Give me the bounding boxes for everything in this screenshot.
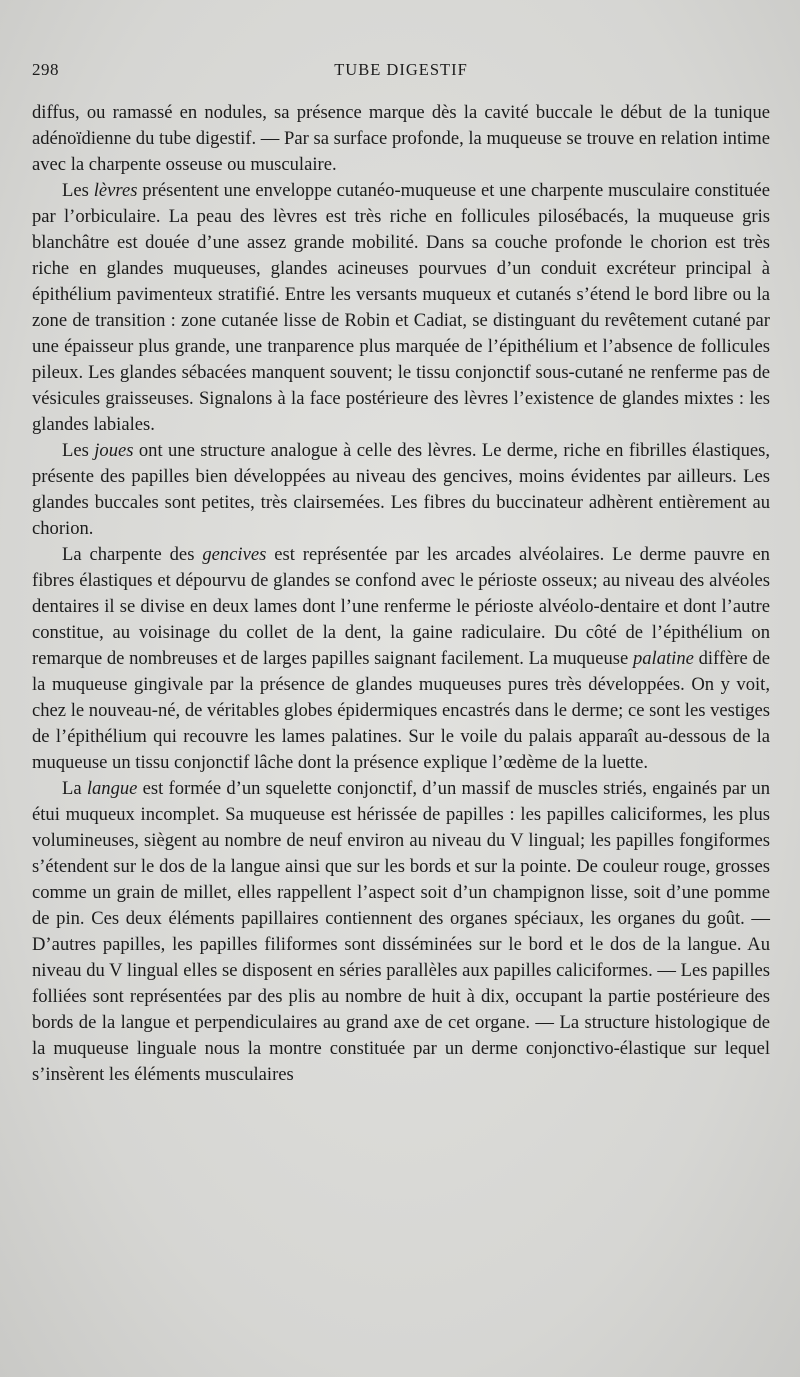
text-run: diffère de la muqueuse gingivale par la présence de glandes muqueuses pures très développées. On y voit, chez le nouveau-né, de véritables globes épidermiques encastrés dans le derme; ce sont les vestiges de l’épithélium qui recouvre les lames palatines. Sur le voile du palais apparaît au-dessous de la muqueuse un tissu conjonctif lâche dont la présence explique l’œdème de la luette. — [32, 648, 770, 773]
italic-term: lèvres — [93, 180, 138, 201]
paragraph — [32, 438, 770, 542]
italic-term: palatine — [632, 648, 694, 669]
text-run: est représentée par les arcades alvéolaires. Le derme pauvre en fibres élastiques et dépourvu de glandes se confond avec le périoste osseux; au niveau des alvéoles dentaires il se divise en deux lames dont l’une renferme le périoste alvéolo-dentaire et dont l’autre constitue, au voisinage du collet de la dent, la gaine radiculaire. Du côté de l’épithélium on remarque de nombreuses et de larges papilles saignant facilement. La muqueuse — [32, 544, 770, 669]
paragraph — [32, 100, 770, 178]
text-run: La charpente des — [62, 544, 203, 565]
text-run: ont une structure analogue à celle des lèvres. Le derme, riche en fibrilles élastiques, présente des papilles bien développées au niveau des gencives, moins évidentes par ailleurs. Les glandes buccales sont petites, très clairsemées. Les fibres du buccinateur adhèrent entièrement au chorion. — [32, 440, 771, 539]
text-run: diffus, ou ramassé en nodules, sa présence marque dès la cavité buccale le début de la tunique adénoïdienne du tube digestif. — Par sa surface profonde, la muqueuse se trouve en relation intime avec la charpente osseuse ou musculaire. — [32, 102, 770, 175]
text-run: Les — [62, 440, 95, 461]
body-text — [32, 100, 770, 1088]
italic-term: gencives — [202, 544, 267, 565]
page-header — [32, 60, 770, 86]
text-run: La — [62, 778, 87, 799]
running-title: TUBE DIGESTIF — [334, 60, 468, 79]
text-run: Les — [62, 180, 94, 201]
paragraph — [32, 542, 770, 776]
page-number: 298 — [32, 60, 59, 79]
paragraph — [32, 776, 770, 1088]
text-run: présentent une enveloppe cutanéo-muqueuse et une charpente musculaire constituée par l’orbiculaire. La peau des lèvres est très riche en follicules pilosébacés, la muqueuse gris blanchâtre est douée d’une assez grande mobilité. Dans sa couche profonde le chorion est très riche en glandes muqueuses, glandes acineuses pourvues d’un conduit excréteur principal à épithélium pavimenteux stratifié. Entre les versants muqueux et cutanés s’étend le bord libre ou la zone de transition : zone cutanée lisse de Robin et Cadiat, se distinguant du revêtement cutané par une épaisseur plus grande, une tranparence plus marquée de l’épithélium et l’absence de follicules pileux. Les glandes sébacées manquent souvent; le tissu conjonctif sous-cutané ne renferme pas de vésicules graisseuses. Signalons à la face postérieure des lèvres l’existence de glandes mixtes : les glandes labiales. — [32, 180, 770, 435]
italic-term: joues — [94, 440, 134, 461]
text-run: est formée d’un squelette conjonctif, d’un massif de muscles striés, engainés par un étui muqueux incomplet. Sa muqueuse est hérissée de papilles : les papilles caliciformes, les plus volumineuses, siègent au nombre de neuf environ au niveau du V lingual; les papilles fongiformes s’étendent sur le dos de la langue ainsi que sur les bords et sur la pointe. De couleur rouge, grosses comme un grain de millet, elles rappellent l’aspect soit d’un champignon lisse, soit d’une pomme de pin. Ces deux éléments papillaires contiennent des organes spéciaux, les organes du goût. — D’autres papilles, les papilles filiformes sont disséminées sur le bord et le dos de la langue. Au niveau du V lingual elles se disposent en séries parallèles aux papilles caliciformes. — Les papilles folliées sont représentées par des plis au nombre de huit à dix, occupant la partie postérieure des bords de la langue et perpendiculaires au grand axe de cet organe. — La structure histologique de la muqueuse linguale nous la montre constituée par un derme conjonctivo-élastique sur lequel s’insèrent les éléments musculaires — [32, 778, 771, 1085]
italic-term: langue — [86, 778, 138, 799]
paragraph — [32, 178, 770, 438]
